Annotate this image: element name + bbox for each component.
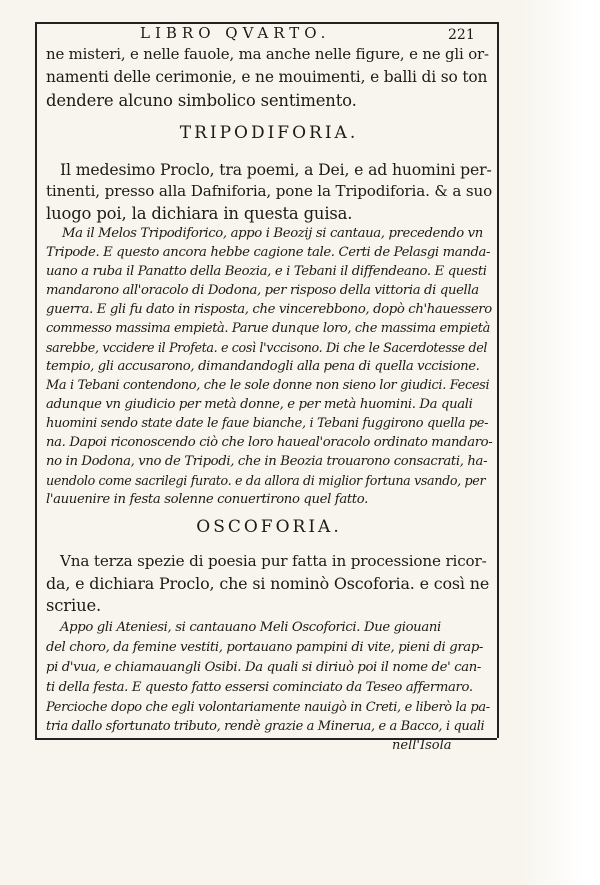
text-line: da, e dichiara Proclo, che si nominò Oscoforia. e così ne [46,574,490,593]
page-edge [522,0,600,885]
quote-line: Ma il Melos Tripodiforico, appo i Beozij si cantaua, precedendo vn [62,226,483,241]
running-title: LIBRO QVARTO. [140,24,331,42]
quote-line: Percioche dopo che egli volontariamente nauigò in Creti, e liberò la pa- [46,700,490,715]
text-line: luogo poi, la dichiara in questa guisa. [46,204,353,223]
frame-right-rule [497,22,499,738]
quote-line: na. Dapoi riconoscendo ciò che loro haueal'oracolo ordinato mandaro- [46,435,493,450]
quote-line: Ma i Tebani contendono, che le sole donne non sieno lor giudici. Fecesi [46,378,490,393]
section-title-tripodiforia: TRIPODIFORIA. [179,123,359,143]
catchword: nell'Isola [392,738,452,753]
quote-line: del choro, da femine vestiti, portauano pampini di vite, pieni di grap- [46,640,484,655]
quote-line: tria dallo sfortunato tributo, rendè grazie a Minerua, e a Bacco, i quali [46,719,485,734]
quote-line: l'auuenire in festa solenne conuertirono quel fatto. [46,492,368,507]
quote-line: adunque vn giudicio per metà donne, e per metà huomini. Da quali [46,397,473,412]
text-line: ne misteri, e nelle fauole, ma anche nelle figure, e ne gli or- [46,45,489,63]
page-number: 221 [448,27,475,43]
quote-line: pi d'vua, e chiamauangli Osibi. Da quali si diriuò poi il nome de' can- [46,660,481,675]
quote-line: ti della festa. E questo fatto essersi cominciato da Teseo affermaro. [46,680,473,695]
text-line: dendere alcuno simbolico sentimento. [46,91,357,110]
quote-line: Tripode. E questo ancora hebbe cagione tale. Certi de Pelasgi manda- [46,245,491,260]
text-line: namenti delle cerimonie, e ne mouimenti, e balli di so ton [46,68,488,86]
quote-line: sarebbe, vccidere il Profeta. e così l'vccisono. Di che le Sacerdotesse del [46,340,488,355]
quote-line: uano a ruba il Panatto della Beozia, e i Tebani il diffendeano. E questi [46,264,487,279]
text-line: tinenti, presso alla Dafniforia, pone la Tripodiforia. & a suo [46,182,493,200]
frame-left-rule [35,22,37,738]
text-line: Il medesimo Proclo, tra poemi, a Dei, e ad huomini per- [60,160,492,179]
quote-line: uendolo come sacrilegi furato. e da allora di miglior fortuna vsando, per [46,473,486,488]
quote-line: guerra. E gli fu dato in risposta, che vincerebbono, dopò ch'hauessero [46,302,492,317]
quote-line: huomini sendo state date le faue bianche, i Tebani fuggirono quella pe- [46,416,489,431]
section-title-oscoforia: OSCOFORIA. [196,517,342,537]
quote-line: commesso massima empietà. Parue dunque loro, che massima empietà [46,321,490,336]
text-line: scriue. [46,596,102,615]
quote-line: Appo gli Ateniesi, si cantauano Meli Oscoforici. Due giouani [60,620,441,635]
quote-line: tempio, gli accusarono, dimandandogli alla pena di quella vccisione. [46,359,480,374]
quote-line: no in Dodona, vno de Tripodi, che in Beozia trouarono consacrati, ha- [46,454,488,469]
text-line: Vna terza spezie di poesia pur fatta in processione ricor- [60,552,487,570]
quote-line: mandarono all'oracolo di Dodona, per risposo della vittoria di quella [46,283,479,298]
